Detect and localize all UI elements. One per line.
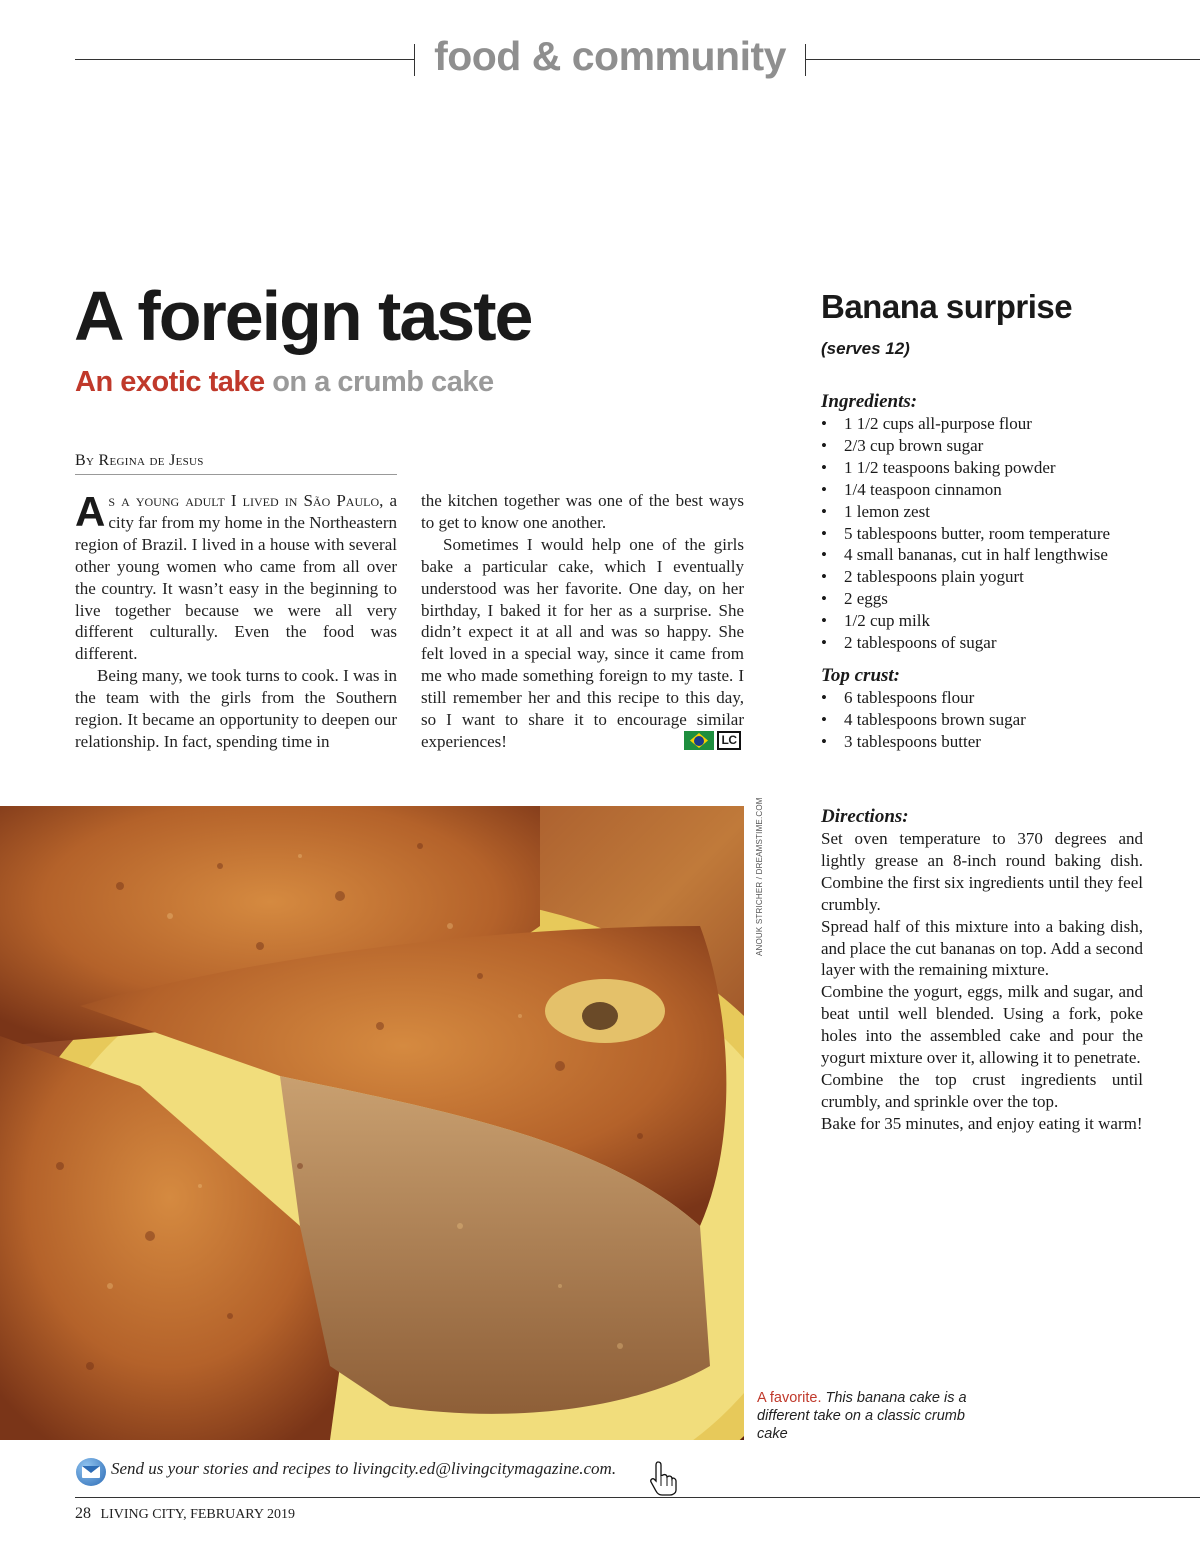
list-item: • 2/3 cup brown sugar: [821, 435, 1110, 457]
header-tick-right: [805, 44, 806, 76]
list-item: • 5 tablespoons butter, room temperature: [821, 523, 1110, 545]
dropcap: A: [75, 488, 106, 535]
cake-illustration: [0, 806, 744, 1440]
topcrust-list: [821, 687, 1026, 753]
photo-credit-text: ANOUK STRICHER / DREAMSTIME.COM: [755, 797, 764, 956]
list-item: • 6 tablespoons flour: [821, 687, 1026, 709]
folio: [75, 1505, 295, 1523]
subtitle-rest: on a crumb cake: [272, 366, 494, 398]
footer-rule: [75, 1497, 1200, 1498]
direction-step: Set oven temperature to 370 degrees and lightly grease an 8-inch round baking dish. Combine the first six ingredients until they feel crumbly.: [821, 829, 1143, 914]
article-subtitle: [75, 366, 494, 399]
header-rule-left: [75, 59, 415, 60]
paragraph-1: [75, 490, 397, 665]
recipe-serves: (serves 12): [821, 339, 910, 358]
list-item: • 1 lemon zest: [821, 501, 1110, 523]
photo-credit: [755, 797, 767, 956]
recipe-title: Banana surprise: [821, 288, 1073, 325]
paragraph-3: [421, 534, 744, 753]
publication-name: LIVING CITY, FEBRUARY 2019: [100, 1507, 295, 1522]
banana-cake-photo: [0, 806, 744, 1440]
directions-heading: Directions:: [821, 806, 909, 827]
direction-step: Bake for 35 minutes, and enjoy eating it warm!: [821, 1113, 1143, 1133]
directions-text: [821, 828, 1143, 1135]
list-item: • 1 1/2 teaspoons baking powder: [821, 457, 1110, 479]
list-item: • 2 eggs: [821, 588, 1110, 610]
paragraph-1-rest: a city far from my home in the Northeastern region of Brazil. I lived in a house with several other young women who came from all over the country. It wasn’t easy in the beginning to live together because we were all very different culturally. Even the food was different.: [75, 491, 398, 664]
topcrust-heading: Top crust:: [821, 665, 901, 686]
lc-logo-badge: LC: [717, 731, 741, 750]
end-mark: [684, 731, 741, 750]
envelope-icon[interactable]: [76, 1458, 106, 1486]
list-item: • 2 tablespoons plain yogurt: [821, 566, 1110, 588]
header-tick-left: [414, 44, 415, 76]
submit-text: Send us your stories and recipes to livingcity.ed@livingcitymagazine.com.: [111, 1459, 617, 1478]
submit-prompt: [111, 1459, 616, 1479]
list-item: • 1 1/2 cups all-purpose flour: [821, 413, 1110, 435]
direction-step: Combine the top crust ingredients until crumbly, and sprinkle over the top.: [821, 1069, 1143, 1111]
paragraph-2-continued: the kitchen together was one of the best ways to get to know one another.: [421, 491, 744, 532]
paragraph-3-text: Sometimes I would help one of the girls bake a particular cake, which I eventually understood was her favorite. One day, on her birthday, I baked it for her as a surprise. She didn’t expect it at all and was so happy. She felt loved in a special way, since it came from me who made something foreign to my taste. I still remember her and this recipe to this day, so I want to share it to encourage similar experiences!: [421, 534, 744, 751]
direction-step: Spread half of this mixture into a baking dish, and place the cut bananas on top. Add a second layer with the remaining mixture.: [821, 916, 1143, 980]
hand-pointer-icon: [649, 1460, 677, 1496]
lead-in: s a young adult I lived in São Paulo,: [108, 491, 384, 510]
byline: By Regina de Jesus: [75, 452, 397, 475]
article-column-1: [75, 490, 397, 753]
article-column-2: [421, 490, 744, 753]
ingredients-heading: Ingredients:: [821, 391, 918, 412]
paragraph-2: Being many, we took turns to cook. I was in the team with the girls from the Southern region. It became an opportunity to deepen our relationship. In fact, spending time in: [75, 666, 397, 751]
section-title: food & community: [434, 33, 786, 79]
subtitle-highlight: An exotic take: [75, 366, 265, 398]
list-item: • 4 small bananas, cut in half lengthwise: [821, 544, 1110, 566]
direction-step: Combine the yogurt, eggs, milk and sugar, and beat until well blended. Using a fork, poke holes into the assembled cake and pour the yogurt mixture over it, allowing it to penetrate.: [821, 982, 1143, 1068]
ingredients-list: [821, 413, 1110, 654]
list-item: • 2 tablespoons of sugar: [821, 632, 1110, 654]
list-item: • 1/4 teaspoon cinnamon: [821, 479, 1110, 501]
brazil-flag-icon: [684, 731, 714, 750]
photo-caption: [757, 1389, 967, 1443]
article-title: A foreign taste: [74, 277, 532, 355]
list-item: • 1/2 cup milk: [821, 610, 1110, 632]
list-item: • 4 tablespoons brown sugar: [821, 709, 1026, 731]
list-item: • 3 tablespoons butter: [821, 731, 1026, 753]
header-rule-right: [805, 59, 1200, 60]
page-number: 28: [75, 1505, 91, 1522]
caption-text: This banana cake is a different take on a classic crumb cake: [757, 1390, 967, 1442]
caption-highlight: A favorite.: [757, 1390, 822, 1406]
